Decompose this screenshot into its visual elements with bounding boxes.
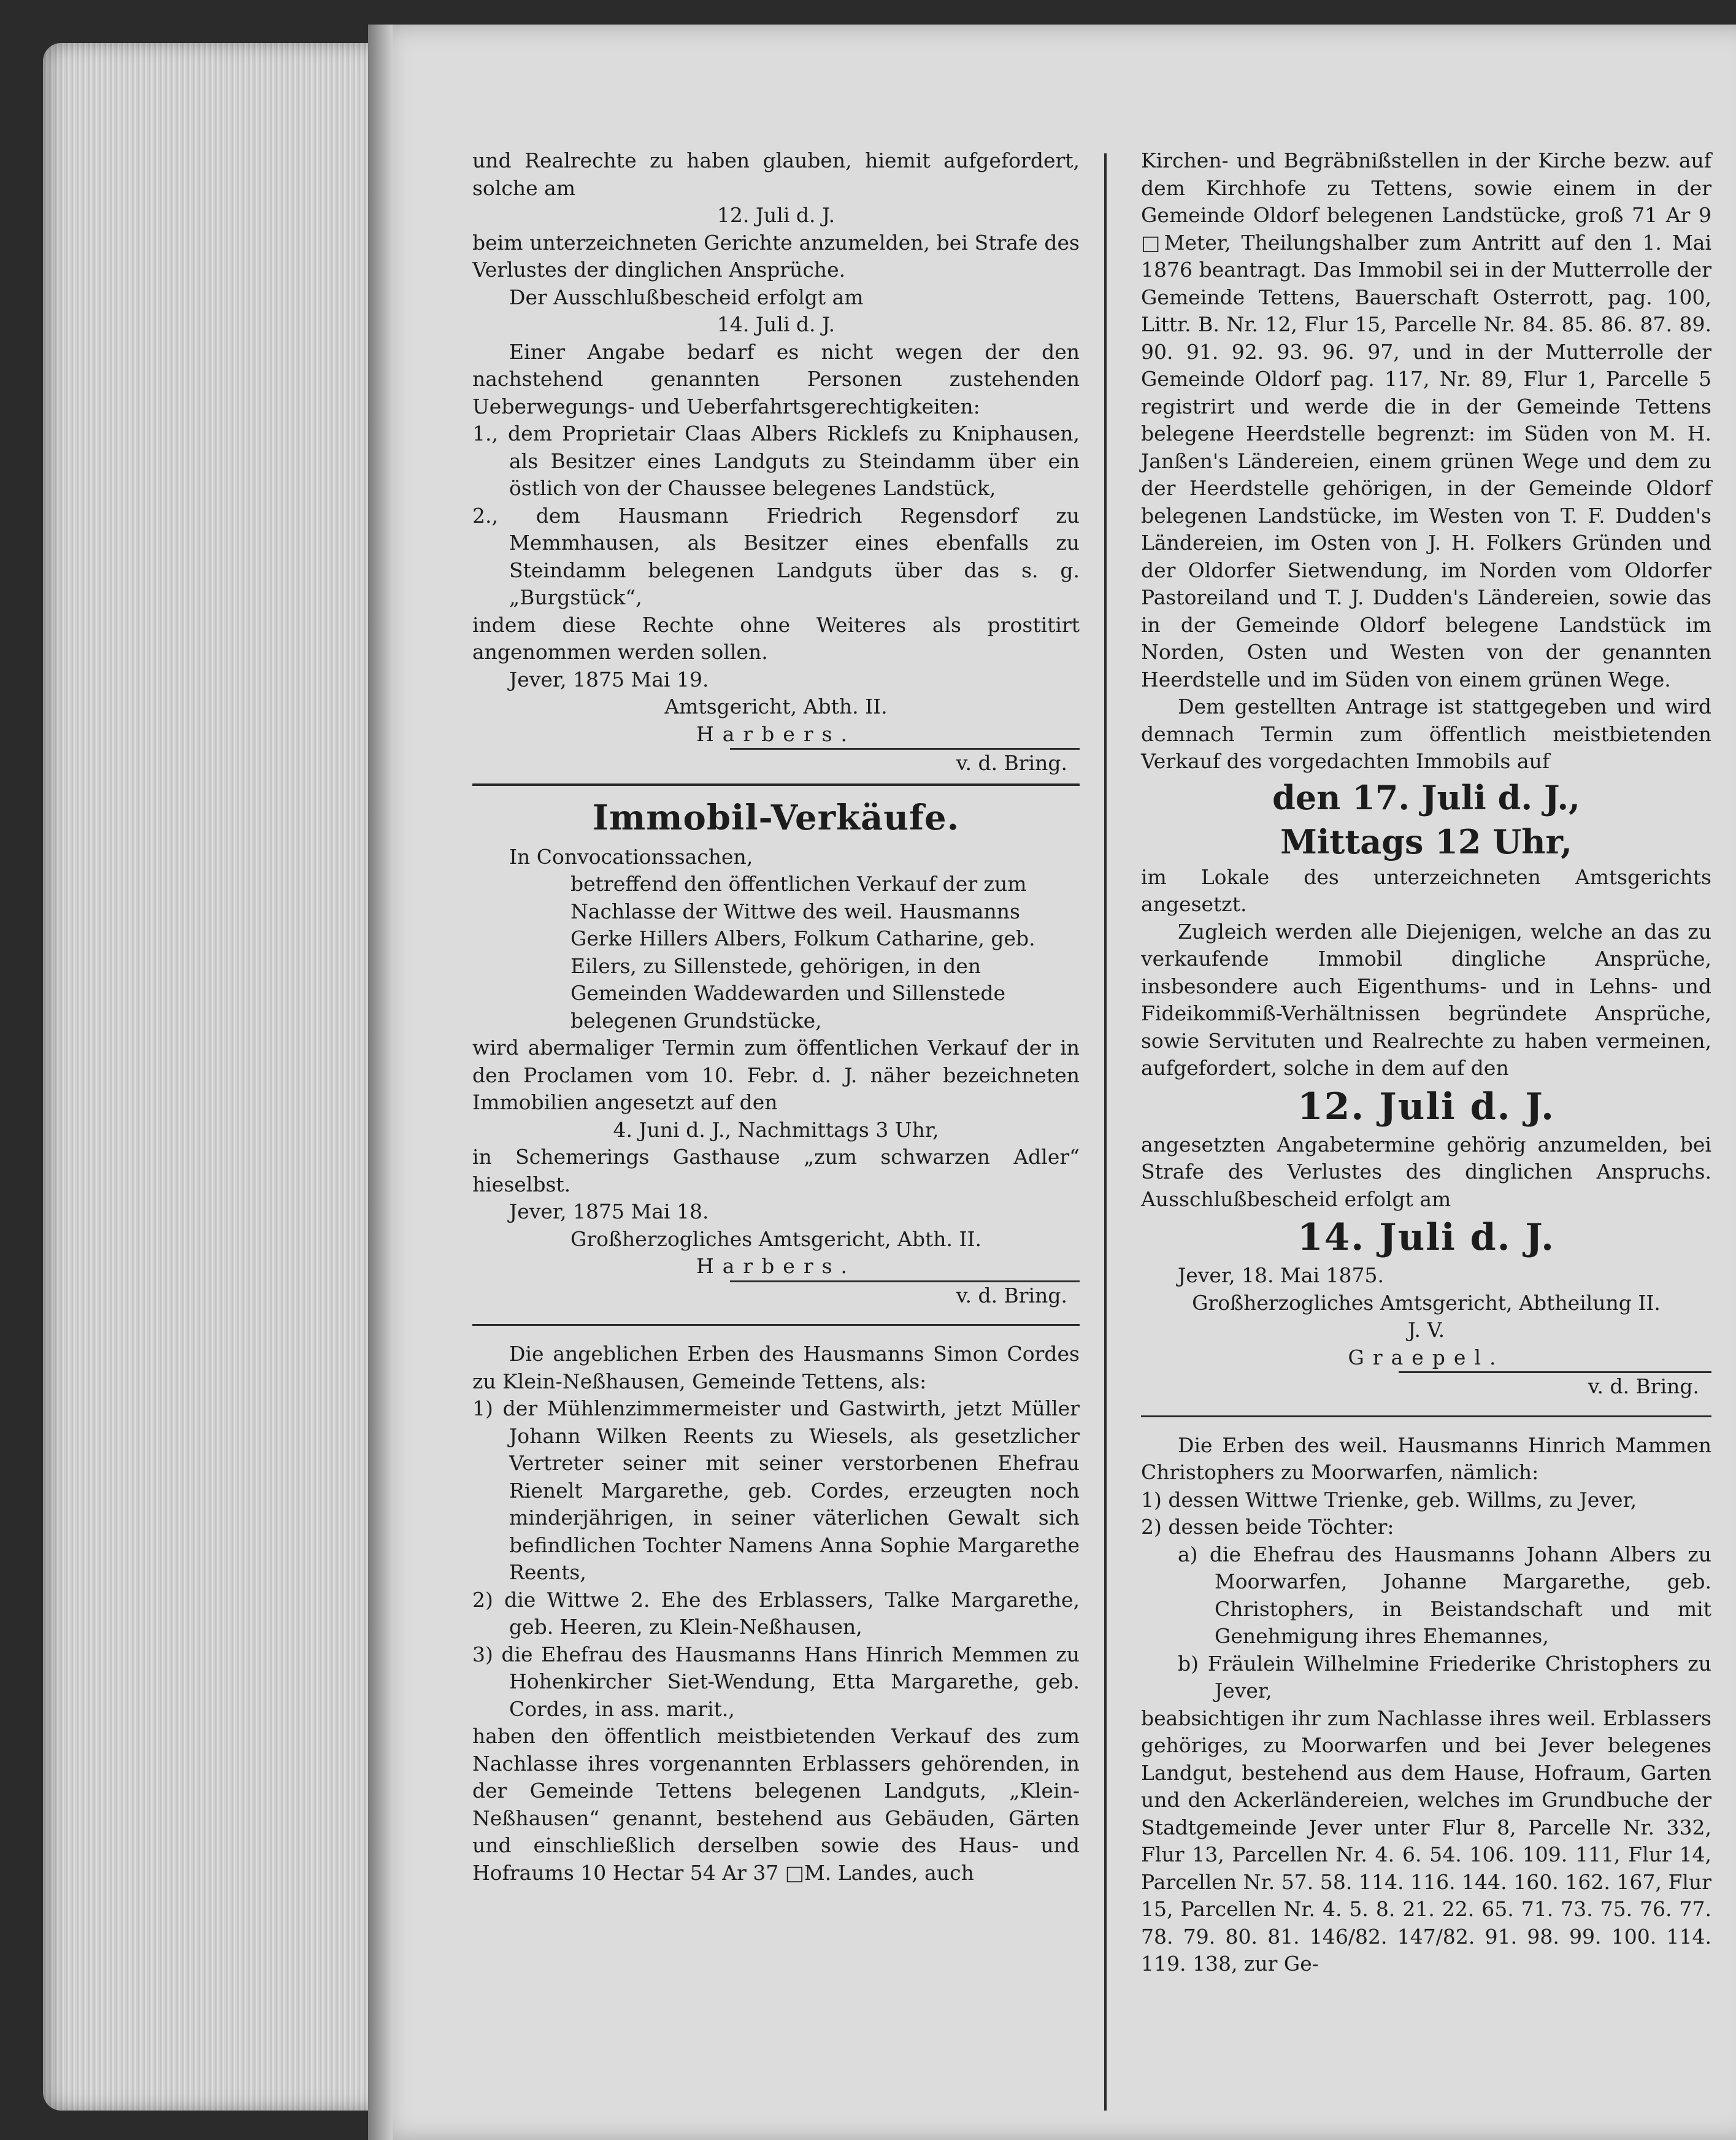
notice-place-date: Jever, 18. Mai 1875.	[1178, 1263, 1385, 1287]
notice-date-large: den 17. Juli d. J.,	[1272, 777, 1580, 817]
notice-date: 14. Juli d. J.	[716, 312, 835, 336]
section-rule	[472, 1324, 1080, 1326]
notice-date: 4. Juni d. J., Nachmittags 3 Uhr,	[613, 1117, 939, 1142]
list-item: 2) die Wittwe 2. Ehe des Erblassers, Talke Margarethe, geb. Heeren, zu Klein-Neßhausen,	[472, 1587, 1080, 1639]
notice-signature: Harbers.	[696, 722, 856, 746]
notice-signature: Graepel.	[1348, 1345, 1505, 1369]
notice-time-large: Mittags 12 Uhr,	[1280, 822, 1572, 861]
notice-text: Zugleich werden alle Diejenigen, welche an das zu verkaufende Immobil dingliche Ansprüche, insbesondere auch Eigenthums- und in Lehns- und Fideikommiß-Verhältnissen begründete Ansprüche, sowie Servituten und Realrechte zu haben vermeinen, aufgefordert, solche in dem auf den	[1141, 919, 1711, 1080]
notice-text: haben den öffentlich meistbietenden Verkauf des zum Nachlasse ihres vorgenannten Erblassers gehörenden, in der Gemeinde Tettens belegenen Landguts, „Klein-Neßhausen“ genannt, bestehend aus Gebäuden, Gärten und einschließlich derselben sowie des Haus- und Hofraums 10 Hectar 54 Ar 37 □M. Landes, auch	[472, 1724, 1080, 1885]
notice-text: Dem gestellten Antrage ist stattgegeben und wird demnach Termin zum öffentlich meistbietenden Verkauf des vorgedachten Immobils auf	[1141, 695, 1711, 773]
notice-text: Die angeblichen Erben des Hausmanns Simon Cordes zu Klein-Neßhausen, Gemeinde Tettens, als:	[472, 1342, 1080, 1393]
notice-date: 12. Juli d. J.	[716, 203, 835, 227]
notice-signature-secondary: v. d. Bring.	[730, 1280, 1080, 1310]
book-page-edges	[43, 43, 374, 2111]
notice-text: Der Ausschlußbescheid erfolgt am	[509, 285, 864, 309]
notice-place-date: Jever, 1875 Mai 18.	[509, 1199, 709, 1223]
list-item: 1., dem Proprietair Claas Albers Ricklefs zu Kniphausen, als Besitzer eines Landguts zu Steindamm über ein östlich von der Chaussee belegenes Landstück,	[472, 421, 1080, 500]
notice-text: Einer Angabe bedarf es nicht wegen der den nachstehend genannten Personen zustehenden Ueberwegungs- und Ueberfahrtsgerechtigkeiten:	[472, 339, 1080, 418]
column-divider	[1104, 153, 1107, 2111]
notice-text: wird abermaliger Termin zum öffentlichen Verkauf der in den Proclamen vom 10. Febr. d. J. näher bezeichneten Immobilien angesetzt auf den	[472, 1036, 1080, 1114]
list-item: 2) dessen beide Töchter:	[1141, 1515, 1394, 1539]
left-column	[472, 147, 1080, 1887]
notice-court: Großherzogliches Amtsgericht, Abth. II.	[570, 1226, 982, 1251]
section-heading: Immobil-Verkäufe.	[592, 797, 960, 838]
page-gutter	[368, 25, 393, 2140]
notice-text: und Realrechte zu haben glauben, hiemit aufgefordert, solche am	[472, 148, 1080, 200]
list-item: 1) dessen Wittwe Trienke, geb. Willms, zu Jever,	[1141, 1487, 1637, 1512]
list-item: 3) die Ehefrau des Hausmanns Hans Hinrich Memmen zu Hohenkircher Siet-Wendung, Etta Margarethe, geb. Cordes, in ass. marit.,	[472, 1642, 1080, 1721]
notice-signature-secondary: v. d. Bring.	[730, 748, 1080, 777]
notice-signature: Harbers.	[696, 1254, 856, 1278]
notice-text: Kirchen- und Begräbnißstellen in der Kirche bezw. auf dem Kirchhofe zu Tettens, sowie einem in der Gemeinde Oldorf belegenen Landstücke, groß 71 Ar 9 □Meter, Theilungshalber zum Antritt auf den 1. Mai 1876 beantragt. Das Immobil sei in der Mutterrolle der Gemeinde Tettens, Bauerschaft Osterrott, pag. 100, Littr. B. Nr. 12, Flur 15, Parcelle Nr. 84. 85. 86. 87. 89. 90. 91. 92. 93. 96. 97, und in der Mutterrolle der Gemeinde Oldorf pag. 117, Nr. 89, Flur 1, Parcelle 5 registrirt und werde die in der Gemeinde Tettens belegene Heerdstelle begrenzt: im Süden von M. H. Janßen's Ländereien, einem grünen Wege und dem zu der Heerdstelle gehörigen, in der Gemeinde Oldorf belegenen Landstücke, im Westen von T. F. Dudden's Ländereien, im Osten von J. H. Folkers Gründen und der Oldorfer Sietwendung, im Norden vom Oldorfer Pastoreiland und T. J. Dudden's Ländereien, sowie das in der Gemeinde Oldorf belegene Landstück im Norden, Osten und Westen von der genannten Heerdstelle und im Süden von einem grünen Wege.	[1141, 148, 1711, 691]
notice-text: Die Erben des weil. Hausmanns Hinrich Mammen Christophers zu Moorwarfen, nämlich:	[1141, 1433, 1711, 1484]
list-item: b) Fräulein Wilhelmine Friederike Christophers zu Jever,	[1178, 1651, 1711, 1703]
list-item: 1) der Mühlenzimmermeister und Gastwirth, jetzt Müller Johann Wilken Reents zu Wiesels, als gesetzlicher Vertreter seiner mit seiner verstorbenen Ehefrau Rienelt Margarethe, geb. Cordes, erzeugten noch minderjährigen, in seiner väterlichen Gewalt sich befindlichen Tochter Namens Anna Sophie Margarethe Reents,	[472, 1396, 1080, 1584]
section-rule	[472, 783, 1080, 786]
notice-place-date: Jever, 1875 Mai 19.	[509, 667, 709, 691]
notice-date-large: 14. Juli d. J.	[1297, 1216, 1556, 1259]
notice-text: In Convocationssachen,	[509, 844, 753, 869]
notice-date-large: 12. Juli d. J.	[1297, 1085, 1556, 1128]
notice-iv: J. V.	[1407, 1318, 1445, 1342]
notice-text: in Schemerings Gasthause „zum schwarzen Adler“ hieselbst.	[472, 1145, 1080, 1196]
notice-text: betreffend den öffentlichen Verkauf der zum Nachlasse der Wittwe des weil. Hausmanns Gerke Hillers Albers, Folkum Catharine, geb. Eilers, zu Sillenstede, gehörigen, in den Gemeinden Waddewarden und Sillenstede belegenen Grundstücke,	[570, 872, 1035, 1033]
notice-text: angesetzten Angabetermine gehörig anzumelden, bei Strafe des Verlustes des dinglichen Anspruchs. Ausschlußbescheid erfolgt am	[1141, 1132, 1711, 1211]
notice-text: indem diese Rechte ohne Weiteres als prostitirt angenommen werden sollen.	[472, 612, 1080, 664]
section-rule	[1141, 1415, 1711, 1417]
notice-court: Amtsgericht, Abth. II.	[664, 695, 888, 718]
list-item: 2., dem Hausmann Friedrich Regensdorf zu Memmhausen, als Besitzer eines ebenfalls zu Steindamm belegenen Landguts über das s. g. „Burgstück“,	[472, 503, 1080, 609]
notice-text: beim unterzeichneten Gerichte anzumelden, bei Strafe des Verlustes der dinglichen Ansprüche.	[472, 230, 1080, 282]
notice-court: Großherzogliches Amtsgericht, Abtheilung II.	[1192, 1290, 1661, 1315]
notice-text: beabsichtigen ihr zum Nachlasse ihres weil. Erblassers gehöriges, zu Moorwarfen und bei Jever belegenes Landgut, bestehend aus dem Hause, Hofraum, Garten und den Ackerländereien, welches im Grundbuche der Stadtgemeinde Jever unter Flur 8, Parcelle Nr. 332, Flur 13, Parcellen Nr. 4. 6. 54. 106. 109. 111, Flur 14, Parcellen Nr. 57. 58. 114. 116. 144. 160. 162. 167, Flur 15, Parcellen Nr. 4. 5. 8. 21. 22. 65. 71. 73. 75. 76. 77. 78. 79. 80. 81. 146/82. 147/82. 91. 98. 99. 100. 114. 119. 138, zur Ge-	[1141, 1706, 1711, 1976]
right-column	[1141, 147, 1711, 1978]
list-item: a) die Ehefrau des Hausmanns Johann Albers zu Moorwarfen, Johanne Margarethe, geb. Christophers, in Beistandschaft und mit Genehmigung ihres Ehemannes,	[1178, 1542, 1711, 1648]
notice-signature-secondary: v. d. Bring.	[1399, 1371, 1711, 1401]
notice-text: im Lokale des unterzeichneten Amtsgerichts angesetzt.	[1141, 864, 1711, 916]
